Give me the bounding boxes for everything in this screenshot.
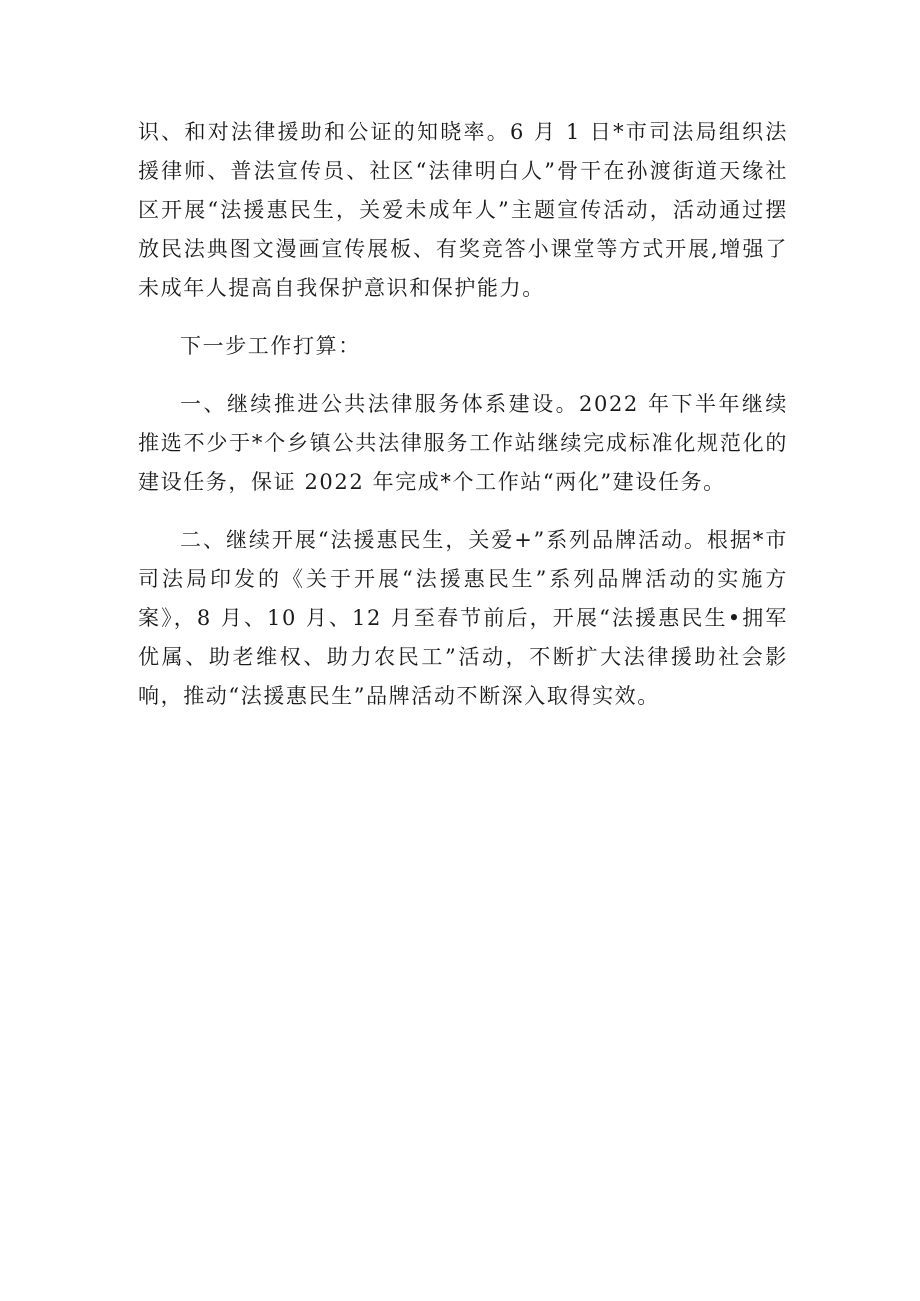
document-body: [138, 113, 788, 716]
paragraph-gap: [138, 502, 788, 521]
paragraph-gap: [138, 308, 788, 327]
paragraph-gap: [138, 366, 788, 385]
paragraph-item-one: 一、继续推进公共法律服务体系建设。2022 年下半年继续推选不少于*个乡镇公共法律服务工作站继续完成标准化规范化的建设任务，保证 2022 年完成*个工作站“两化”建设任务。: [138, 392, 788, 494]
paragraph-continuation: 识、和对法律援助和公证的知晓率。6 月 1 日*市司法局组织法援律师、普法宣传员、社区“法律明白人”骨干在孙渡街道天缘社区开展“法援惠民生，关爱未成年人”主题宣传活动，活动通过摆放民法典图文漫画宣传展板、有奖竞答小课堂等方式开展,增强了未成年人提高自我保护意识和保护能力。: [138, 120, 788, 300]
paragraph-next-steps-heading: 下一步工作打算：: [180, 334, 361, 358]
paragraph-item-two: 二、继续开展“法援惠民生，关爱+”系列品牌活动。根据*市司法局印发的《关于开展“法援惠民生”系列品牌活动的实施方案》，8 月、10 月、12 月至春节前后，开展“法援惠民生•拥军优属、助老维权、助力农民工”活动，不断扩大法律援助社会影响，推动“法援惠民生”品牌活动不断深入取得实效。: [138, 528, 788, 708]
